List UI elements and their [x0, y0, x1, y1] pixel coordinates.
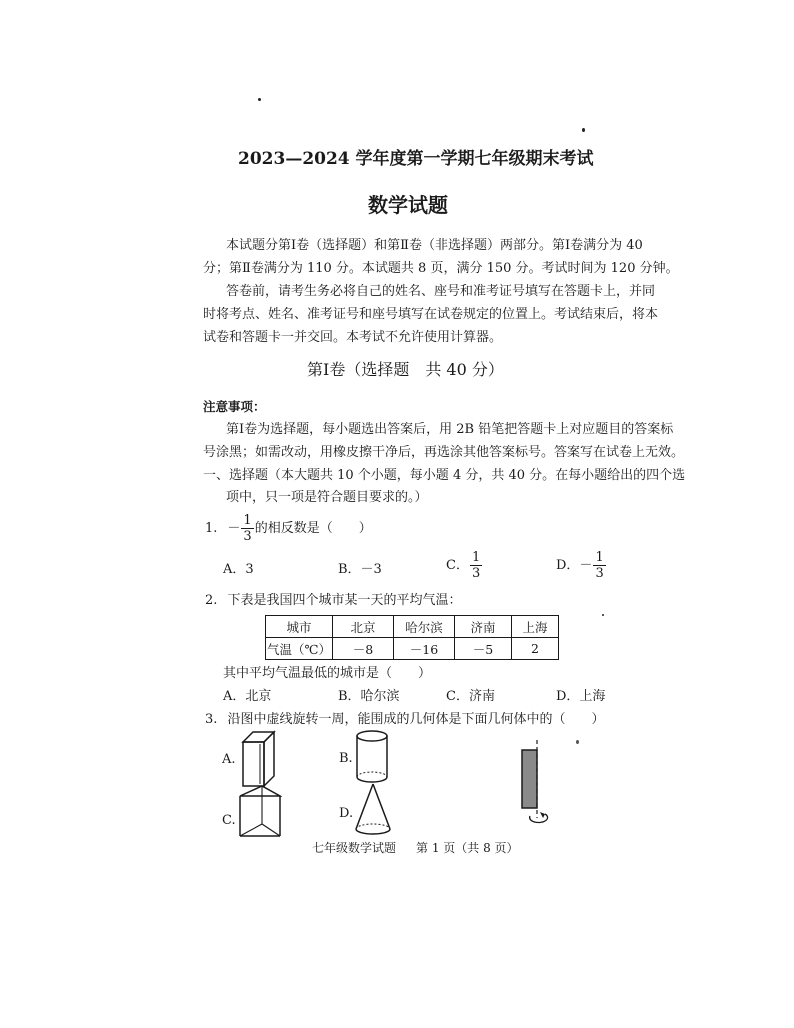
table-cell: －8: [333, 638, 394, 660]
table-cell: －5: [455, 638, 512, 660]
q2-option-b: B．哈尔滨: [338, 689, 400, 704]
fraction: [593, 551, 605, 580]
table-row: [266, 638, 559, 660]
table-header-row: [266, 616, 559, 638]
exam-subtitle: 数学试题: [368, 193, 448, 217]
cylinder-figure: [354, 729, 390, 785]
q2-option-a: A．北京: [223, 689, 272, 704]
q1-stem: [205, 514, 372, 543]
q3-option-c-label: C.: [222, 813, 236, 828]
fraction-denominator: 3: [595, 566, 604, 581]
footer-page-number: 第 1 页（共 8 页）: [416, 841, 519, 855]
table-cell: 气温（℃）: [266, 638, 333, 660]
fraction-numerator: 1: [471, 550, 481, 565]
rectangular-prism-figure: [240, 730, 280, 788]
option-label: D．－: [556, 557, 593, 573]
minus-sign: －: [227, 520, 241, 536]
fraction: [241, 514, 253, 543]
q1-option-d: [556, 551, 607, 580]
fraction: [470, 551, 482, 580]
fraction-denominator: 3: [243, 529, 252, 544]
scan-speck: [258, 98, 261, 101]
cone-figure: [353, 782, 393, 838]
q2-option-d: D．上海: [556, 689, 606, 704]
question-number: 2.: [205, 593, 218, 608]
notice-line: 第Ⅰ卷为选择题，每小题选出答案后，用 2B 铅笔把答题卡上对应题目的答案标: [226, 422, 674, 437]
q1-option-a: A．3: [223, 562, 254, 577]
table-cell: －16: [394, 638, 455, 660]
table-header-cell: 城市: [266, 616, 333, 638]
q2-option-c: C．济南: [446, 689, 495, 704]
fraction-numerator: 1: [595, 550, 604, 565]
table-header-cell: 上海: [512, 616, 559, 638]
rotation-rectangle-figure: [512, 738, 552, 828]
table-cell: 2: [512, 638, 559, 660]
q3-option-a-label: A.: [222, 752, 236, 767]
q3-option-b-label: B.: [339, 751, 353, 766]
part-heading: 一、选择题（本大题共 10 个小题，每小题 4 分，共 40 分。在每小题给出的四个选: [203, 468, 686, 483]
part-heading: 项中，只一项是符合题目要求的。）: [226, 490, 428, 505]
table-header-cell: 北京: [333, 616, 394, 638]
intro-line: 答卷前，请考生务必将自己的姓名、座号和准考证号填写在答题卡上，并同: [226, 284, 656, 299]
q1-option-c: [446, 551, 483, 580]
footer-subject: 七年级数学试题: [312, 841, 397, 855]
fraction-denominator: 3: [471, 566, 481, 581]
intro-line: 时将考点、姓名、准考证号和座号填写在试卷规定的位置上。考试结束后，将本: [203, 307, 659, 322]
intro-line: 试卷和答题卡一并交回。本考试不允许使用计算器。: [203, 330, 503, 345]
section-heading: 第Ⅰ卷（选择题 共 40 分）: [307, 360, 504, 379]
notice-line: 号涂黑；如需改动，用橡皮擦干净后，再选涂其他答案标号。答案写在试卷上无效。: [203, 445, 685, 460]
scan-speck: [582, 128, 585, 132]
temperature-table: [265, 615, 559, 660]
table-header-cell: 济南: [455, 616, 512, 638]
intro-line: 本试题分第Ⅰ卷（选择题）和第Ⅱ卷（非选择题）两部分。第Ⅰ卷满分为 40: [226, 238, 643, 253]
q2-stem-text: 下表是我国四个城市某一天的平均气温：: [227, 593, 462, 608]
q3-stem: [205, 712, 605, 728]
q1-stem-text: 的相反数是（ ）: [254, 520, 372, 536]
q3-stem-text: 沿图中虚线旋转一周，能围成的几何体是下面几何体中的（ ）: [227, 712, 605, 727]
q2-stem: [205, 593, 462, 609]
intro-line: 分；第Ⅱ卷满分为 110 分。本试题共 8 页，满分 150 分。考试时间为 120 分钟。: [203, 261, 679, 276]
question-number: 3.: [205, 712, 218, 727]
q1-option-b: B．－3: [338, 562, 382, 577]
question-number: 1.: [205, 520, 218, 536]
table-header-cell: 哈尔滨: [394, 616, 455, 638]
scan-speck: [602, 614, 604, 616]
triangular-prism-figure: [238, 784, 282, 840]
option-label: C．: [446, 557, 469, 573]
q2-question: 其中平均气温最低的城市是（ ）: [223, 666, 432, 681]
notice-label: 注意事项：: [203, 399, 266, 414]
fraction-numerator: 1: [243, 513, 252, 528]
scan-speck: [576, 740, 579, 744]
q3-option-d-label: D.: [339, 806, 354, 821]
exam-title: 2023—2024 学年度第一学期七年级期末考试: [238, 149, 594, 169]
